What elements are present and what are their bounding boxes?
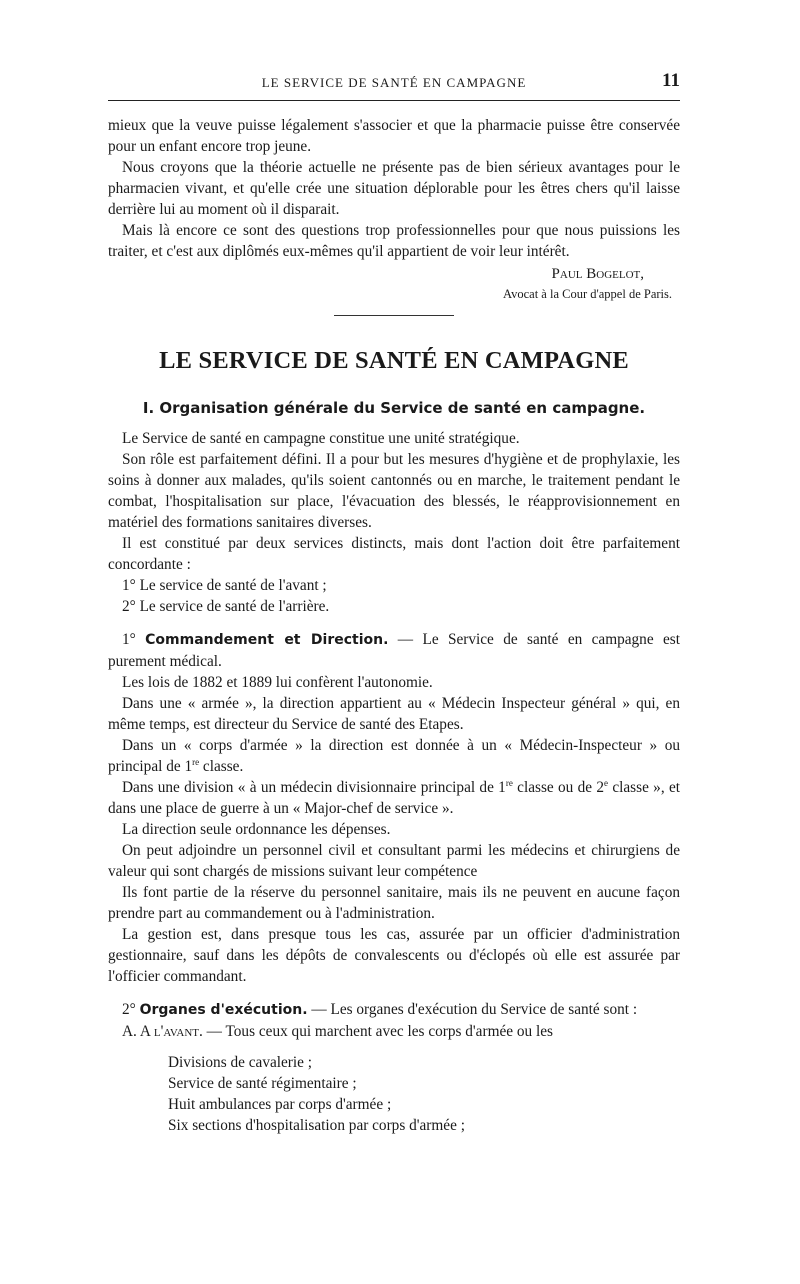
author-signature: Paul Bogelot, bbox=[551, 266, 644, 282]
header-rule bbox=[108, 100, 680, 101]
section-heading: I. Organisation générale du Service de santé en campagne. bbox=[142, 399, 646, 417]
document-page bbox=[108, 72, 680, 1136]
paragraph: mieux que la veuve puisse légalement s'associer et que la pharmacie puisse être conservée pour un enfant encore trop jeune. bbox=[108, 117, 680, 155]
superscript: e bbox=[604, 777, 609, 788]
paragraph bbox=[108, 777, 680, 819]
paragraph: Nous croyons que la théorie actuelle ne présente pas de bien sérieux avantages pour le pharmacien vivant, et qu'elle crée une situation déplorable pour les êtres chers qu'il laisse derrière lui au moment où il disparait. bbox=[108, 159, 680, 218]
units-list bbox=[168, 1052, 680, 1136]
paragraph-text: classe », et dans une place de guerre à un « Major-chef de service ». bbox=[108, 779, 680, 817]
paragraph: Le Service de santé en campagne constitue une unité stratégique. bbox=[122, 430, 520, 447]
paragraph: Les lois de 1882 et 1889 lui confèrent l'autonomie. bbox=[122, 674, 433, 691]
section-organes bbox=[108, 999, 680, 1136]
paragraph bbox=[108, 629, 680, 672]
paragraph-text: — Les organes d'exécution du Service de santé sont : bbox=[307, 1001, 638, 1018]
superscript: re bbox=[192, 756, 200, 767]
article-title: LE SERVICE DE SANTÉ EN CAMPAGNE bbox=[159, 347, 629, 374]
paragraph-text: classe. bbox=[199, 758, 244, 775]
paragraph bbox=[108, 1021, 680, 1042]
paragraph: Dans une « armée », la direction appartient au « Médecin Inspecteur général » qui, en même temps, est directeur du Service de santé des Etapes. bbox=[108, 695, 680, 733]
paragraph: Il est constitué par deux services distincts, mais dont l'action doit être parfaitement concordante : bbox=[108, 535, 680, 573]
paragraph-text: Dans une division « à un médecin divisionnaire principal de 1 bbox=[122, 779, 506, 796]
previous-article-ending bbox=[108, 115, 680, 303]
section-divider bbox=[334, 315, 454, 316]
page-number: 11 bbox=[662, 70, 680, 91]
paragraph: Mais là encore ce sont des questions trop professionnelles pour que nous puissions les traiter, et c'est aux diplômés eux-mêmes qu'il appartient de voir leur intérêt. bbox=[108, 222, 680, 260]
subsection-heading: Commandement et Direction. bbox=[145, 632, 389, 648]
author-title: Avocat à la Cour d'appel de Paris. bbox=[503, 287, 672, 301]
section-commandement bbox=[108, 629, 680, 987]
paragraph: Son rôle est parfaitement défini. Il a pour but les mesures d'hygiène et de prophylaxie, les soins à donner aux malades, qu'ils soient cantonnés ou en marche, le traitement pendant le combat, l'hospitalisation sur place, l'évacuation des blessés, le réapprovisionnement en matériel des formations sanitaires diverses. bbox=[108, 451, 680, 531]
running-head bbox=[108, 72, 680, 94]
paragraph bbox=[108, 735, 680, 777]
subsection-number: 2° bbox=[122, 1001, 136, 1018]
running-title: LE SERVICE DE SANTÉ EN CAMPAGNE bbox=[261, 75, 527, 90]
subsection-heading: Organes d'exécution. bbox=[139, 1002, 308, 1018]
subsection-number: 1° bbox=[122, 631, 136, 648]
section-organisation bbox=[108, 428, 680, 617]
list-item: 2° Le service de santé de l'arrière. bbox=[122, 598, 330, 615]
paragraph bbox=[108, 999, 680, 1021]
paragraph: La direction seule ordonnance les dépenses. bbox=[122, 821, 391, 838]
list-item: Six sections d'hospitalisation par corps d'armée ; bbox=[168, 1117, 465, 1134]
list-item: Service de santé régimentaire ; bbox=[168, 1075, 357, 1092]
paragraph-text: classe ou de 2 bbox=[512, 779, 605, 796]
paragraph: Ils font partie de la réserve du personnel sanitaire, mais ils ne peuvent en aucune façon prendre part au commandement ou à l'administration. bbox=[108, 884, 680, 922]
superscript: re bbox=[505, 777, 513, 788]
paragraph: On peut adjoindre un personnel civil et consultant parmi les médecins et chirurgiens de valeur qui sont chargés de missions suivant leur compétence bbox=[108, 842, 680, 880]
paragraph-text: — Le Service de santé en campagne est purement médical. bbox=[108, 631, 680, 670]
list-item: 1° Le service de santé de l'avant ; bbox=[122, 577, 327, 594]
paragraph-text: — Tous ceux qui marchent avec les corps d'armée ou les bbox=[202, 1023, 553, 1040]
list-item: Huit ambulances par corps d'armée ; bbox=[168, 1096, 392, 1113]
paragraph: La gestion est, dans presque tous les cas, assurée par un officier d'administration gestionnaire, sauf dans les dépôts de convalescents ou d'éclopés où elle est assurée par l'officier commandant. bbox=[108, 926, 680, 985]
paragraph-text: Dans un « corps d'armée » la direction est donnée à un « Médecin-Inspecteur » ou principal de 1 bbox=[108, 737, 680, 775]
list-item: Divisions de cavalerie ; bbox=[168, 1054, 312, 1071]
subsection-label: A. A l'avant. bbox=[122, 1023, 203, 1040]
